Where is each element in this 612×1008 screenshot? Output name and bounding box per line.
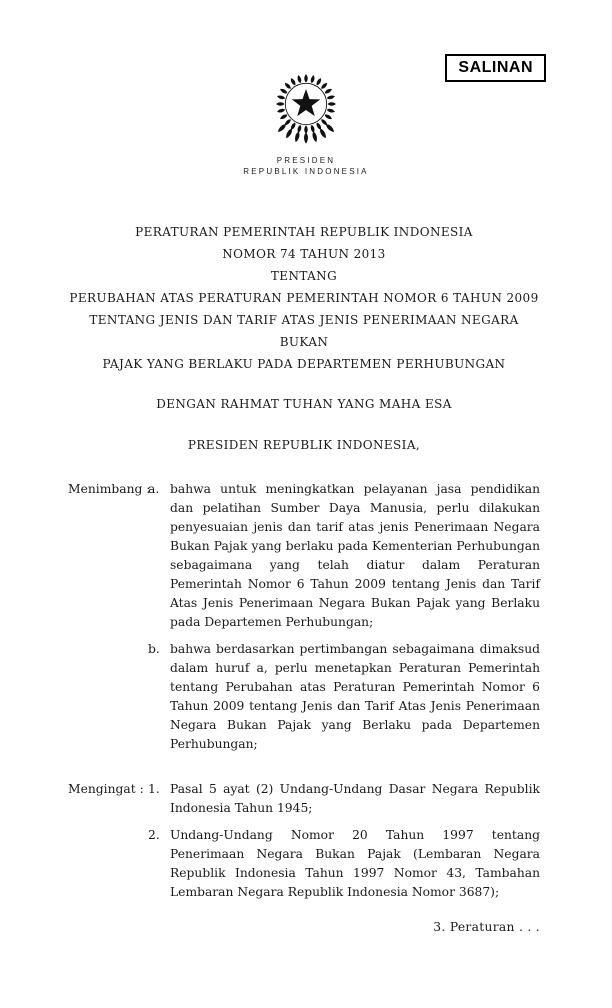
title-line-3: TENTANG [270, 269, 338, 283]
title-line-2: NOMOR 74 TAHUN 2013 [222, 247, 386, 261]
item-text-2: Undang-Undang Nomor 20 Tahun 1997 tentang Penerimaan Negara Bukan Pajak (Lembaran Negara Republik Indonesia Tahun 1997 Nomor 43, Tambahan Lembaran Negara Republik Indonesia Nomor 3687); [170, 828, 540, 899]
recalling-item-1 [68, 780, 540, 818]
recalling-label: Mengingat : [68, 782, 144, 796]
item-marker-2: 2. [148, 828, 160, 842]
salinan-stamp [445, 54, 546, 82]
recalling-label-spacer [68, 826, 148, 902]
title-line-1: PERATURAN PEMERINTAH REPUBLIK INDONESIA [135, 225, 473, 239]
salutation-line: PRESIDEN REPUBLIK INDONESIA, [187, 438, 421, 452]
item-text-1: Pasal 5 ayat (2) Undang-Undang Dasar Negara Republik Indonesia Tahun 1945; [170, 782, 540, 815]
item-text-b: bahwa berdasarkan pertimbangan sebagaimana dimaksud dalam huruf a, perlu menetapkan Peraturan Pemerintah tentang Perubahan atas Peraturan Pemerintah Nomor 6 Tahun 2009 tentang Jenis dan Tarif Atas Jenis Penerimaan Negara Bukan Pajak yang Berlaku pada Departemen Perhubungan; [170, 642, 540, 751]
document-title [68, 221, 540, 375]
recalling-item-2 [68, 826, 540, 902]
title-line-6: PAJAK YANG BERLAKU PADA DEPARTEMEN PERHUBUNGAN [102, 357, 506, 371]
considering-label: Menimbang : [68, 482, 151, 496]
considering-section [68, 480, 540, 754]
item-marker-a: a. [148, 482, 160, 496]
title-line-4: PERUBAHAN ATAS PERATURAN PEMERINTAH NOMOR 6 TAHUN 2009 [69, 291, 539, 305]
item-marker-1: 1. [148, 782, 160, 796]
invocation-line: DENGAN RAHMAT TUHAN YANG MAHA ESA [156, 397, 452, 411]
emblem-caption [0, 155, 612, 177]
considering-label-spacer [68, 640, 148, 754]
salinan-stamp-label: SALINAN [458, 59, 533, 76]
document-content [0, 221, 612, 934]
page-catchword: 3. Peraturan . . . [433, 920, 540, 934]
emblem-caption-presiden: PRESIDEN [276, 156, 336, 165]
title-line-5: TENTANG JENIS DAN TARIF ATAS JENIS PENERIMAAN NEGARA BUKAN [89, 313, 519, 349]
item-text-a: bahwa untuk meningkatkan pelayanan jasa pendidikan dan pelatihan Sumber Daya Manusia, perlu dilakukan penyesuaian jenis dan tarif atas jenis Penerimaan Negara Bukan Pajak yang berlaku pada Kementerian Perhubungan sebagaimana yang telah diatur dalam Peraturan Pemerintah Nomor 6 Tahun 2009 tentang Jenis dan Tarif Atas Jenis Penerimaan Negara Bukan Pajak yang Berlaku pada Departemen Perhubungan; [170, 482, 540, 629]
recalling-section [68, 780, 540, 902]
item-marker-b: b. [148, 642, 160, 656]
considering-item-b [68, 640, 540, 754]
considering-item-a [68, 480, 540, 632]
emblem-caption-republik-indonesia: REPUBLIK INDONESIA [243, 167, 369, 176]
presidential-emblem [0, 0, 612, 177]
state-emblem-icon [262, 58, 350, 150]
